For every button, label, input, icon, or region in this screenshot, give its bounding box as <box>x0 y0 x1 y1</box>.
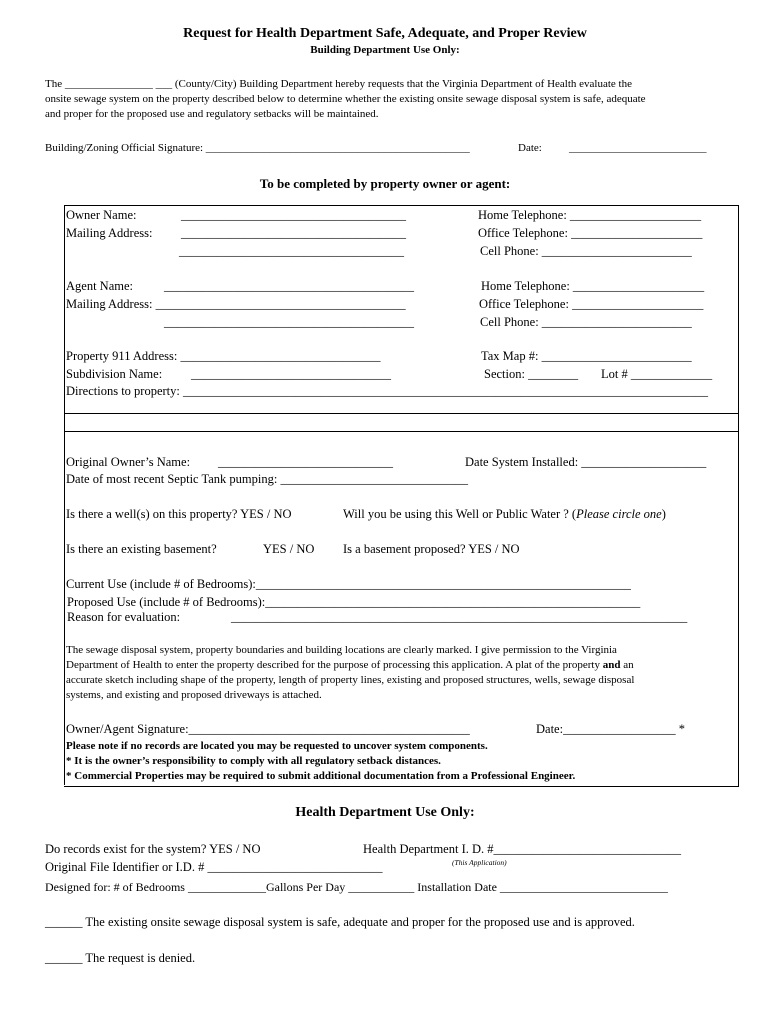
intro-line-3: and proper for the proposed use and regulatory setbacks will be maintained. <box>45 108 379 120</box>
subdivision-label: Subdivision Name: <box>66 367 163 381</box>
permission-line-3: accurate sketch including shape of the property, length of property lines, existing and proposed structures, wells, sewage disposal <box>66 674 635 686</box>
agent-name-field[interactable]: ________________________________________ <box>164 279 414 293</box>
owner-mailing-field-2[interactable]: ____________________________________ <box>179 244 404 258</box>
current-use-field[interactable]: Current Use (include # of Bedrooms):____________________________________________________________ <box>66 577 631 591</box>
septic-pumping-date-field[interactable]: Date of most recent Septic Tank pumping: ______________________________ <box>66 472 468 486</box>
permission-line-4: systems, and existing and proposed driveways is attached. <box>66 689 322 701</box>
owner-agent-signature-field[interactable]: Owner/Agent Signature:_____________________________________________ <box>66 722 470 736</box>
applicant-box-left-border <box>64 205 65 785</box>
agent-home-telephone[interactable]: Home Telephone: _____________________ <box>481 279 705 293</box>
records-exist-question[interactable]: Do records exist for the system? YES / NO <box>45 842 261 856</box>
denial-line[interactable]: ______ The request is denied. <box>45 951 196 965</box>
owner-mailing-field[interactable]: ____________________________________ <box>181 226 406 240</box>
well-question[interactable]: Is there a well(s) on this property? YES / NO <box>66 507 292 521</box>
design-info-fields[interactable]: Designed for: # of Bedrooms _____________Gallons Per Day ___________ Installation Date ____________________________ <box>45 880 668 894</box>
note-commercial: * Commercial Properties may be required to submit additional documentation from a Professional Engineer. <box>66 770 576 782</box>
lot-field[interactable]: Lot # _____________ <box>601 367 713 381</box>
basement-proposed-question[interactable]: Is a basement proposed? YES / NO <box>343 542 520 556</box>
reason-field[interactable]: _________________________________________________________________________ <box>231 610 688 624</box>
reason-label: Reason for evaluation: <box>67 610 181 624</box>
permission-line-1: The sewage disposal system, property boundaries and building locations are clearly marked. I give permission to the Virginia <box>66 644 617 656</box>
basement-yes-no[interactable]: YES / NO <box>263 542 315 556</box>
approval-line[interactable]: ______ The existing onsite sewage disposal system is safe, adequate and proper for the proposed use and is approved. <box>45 915 635 929</box>
owner-name-label: Owner Name: <box>66 208 137 222</box>
note-no-records: Please note if no records are located you may be requested to uncover system components. <box>66 740 488 752</box>
proposed-use-field[interactable]: Proposed Use (include # of Bedrooms):____________________________________________________________ <box>67 595 641 609</box>
tax-map-field[interactable]: Tax Map #: ________________________ <box>481 349 692 363</box>
page-title: Request for Health Department Safe, Adequate, and Proper Review <box>183 26 587 41</box>
owner-section-heading: To be completed by property owner or agent: <box>259 176 511 191</box>
health-dept-id-field[interactable]: Health Department I. D. #______________________________ <box>363 842 682 856</box>
agent-cell-phone[interactable]: Cell Phone: ________________________ <box>480 315 692 329</box>
owner-name-field[interactable]: ____________________________________ <box>181 208 406 222</box>
official-date-label: Date: <box>518 142 542 154</box>
directions-line-3[interactable] <box>64 431 738 432</box>
official-date-field[interactable]: _________________________ <box>569 142 707 154</box>
property-address-field[interactable]: Property 911 Address: ________________________________ <box>66 349 381 363</box>
date-system-installed-field[interactable]: Date System Installed: ____________________ <box>465 455 707 469</box>
owner-mailing-label: Mailing Address: <box>66 226 153 240</box>
owner-agent-date-field[interactable]: Date:__________________ * <box>536 722 685 736</box>
permission-line-2: Department of Health to enter the property described for the purpose of processing this application. A plat of the property and an <box>66 659 634 671</box>
original-owner-label: Original Owner’s Name: <box>66 455 191 469</box>
original-owner-field[interactable]: ____________________________ <box>218 455 393 469</box>
basement-question: Is there an existing basement? <box>66 542 217 556</box>
agent-mailing-field-2[interactable]: ________________________________________ <box>164 315 414 329</box>
health-dept-heading: Health Department Use Only: <box>295 805 475 820</box>
original-file-id-field[interactable]: Original File Identifier or I.D. # ____________________________ <box>45 860 383 874</box>
water-source-close: ) <box>661 507 666 521</box>
agent-mailing-field[interactable]: Mailing Address: ________________________________________ <box>66 297 406 311</box>
subdivision-field[interactable]: ________________________________ <box>191 367 391 381</box>
directions-field[interactable]: Directions to property: ____________________________________________________________________________________ <box>66 384 708 398</box>
directions-line-2[interactable] <box>64 413 738 414</box>
owner-cell-phone[interactable]: Cell Phone: ________________________ <box>480 244 692 258</box>
page-subtitle: Building Department Use Only: <box>310 44 460 56</box>
owner-office-telephone[interactable]: Office Telephone: _____________________ <box>478 226 703 240</box>
agent-name-label: Agent Name: <box>66 279 133 293</box>
intro-line-1: The ________________ ___ (County/City) Building Department hereby requests that the Virginia Department of Health evaluate the <box>45 78 632 90</box>
owner-home-telephone[interactable]: Home Telephone: _____________________ <box>478 208 702 222</box>
agent-office-telephone[interactable]: Office Telephone: _____________________ <box>479 297 704 311</box>
intro-line-2: onsite sewage system on the property described below to determine whether the existing onsite sewage disposal system is safe, adequate <box>45 93 646 105</box>
note-setbacks: * It is the owner’s responsibility to comply with all regulatory setback distances. <box>66 755 441 767</box>
official-signature-field[interactable]: Building/Zoning Official Signature: ________________________________________________ <box>45 142 470 154</box>
this-application-note: (This Application) <box>452 858 507 867</box>
water-source-text: Will you be using this Well or Public Water ? ( <box>343 507 577 521</box>
section-field[interactable]: Section: ________ <box>484 367 579 381</box>
water-source-question[interactable] <box>343 508 666 521</box>
circle-one-instruction: Please circle one <box>576 507 662 521</box>
